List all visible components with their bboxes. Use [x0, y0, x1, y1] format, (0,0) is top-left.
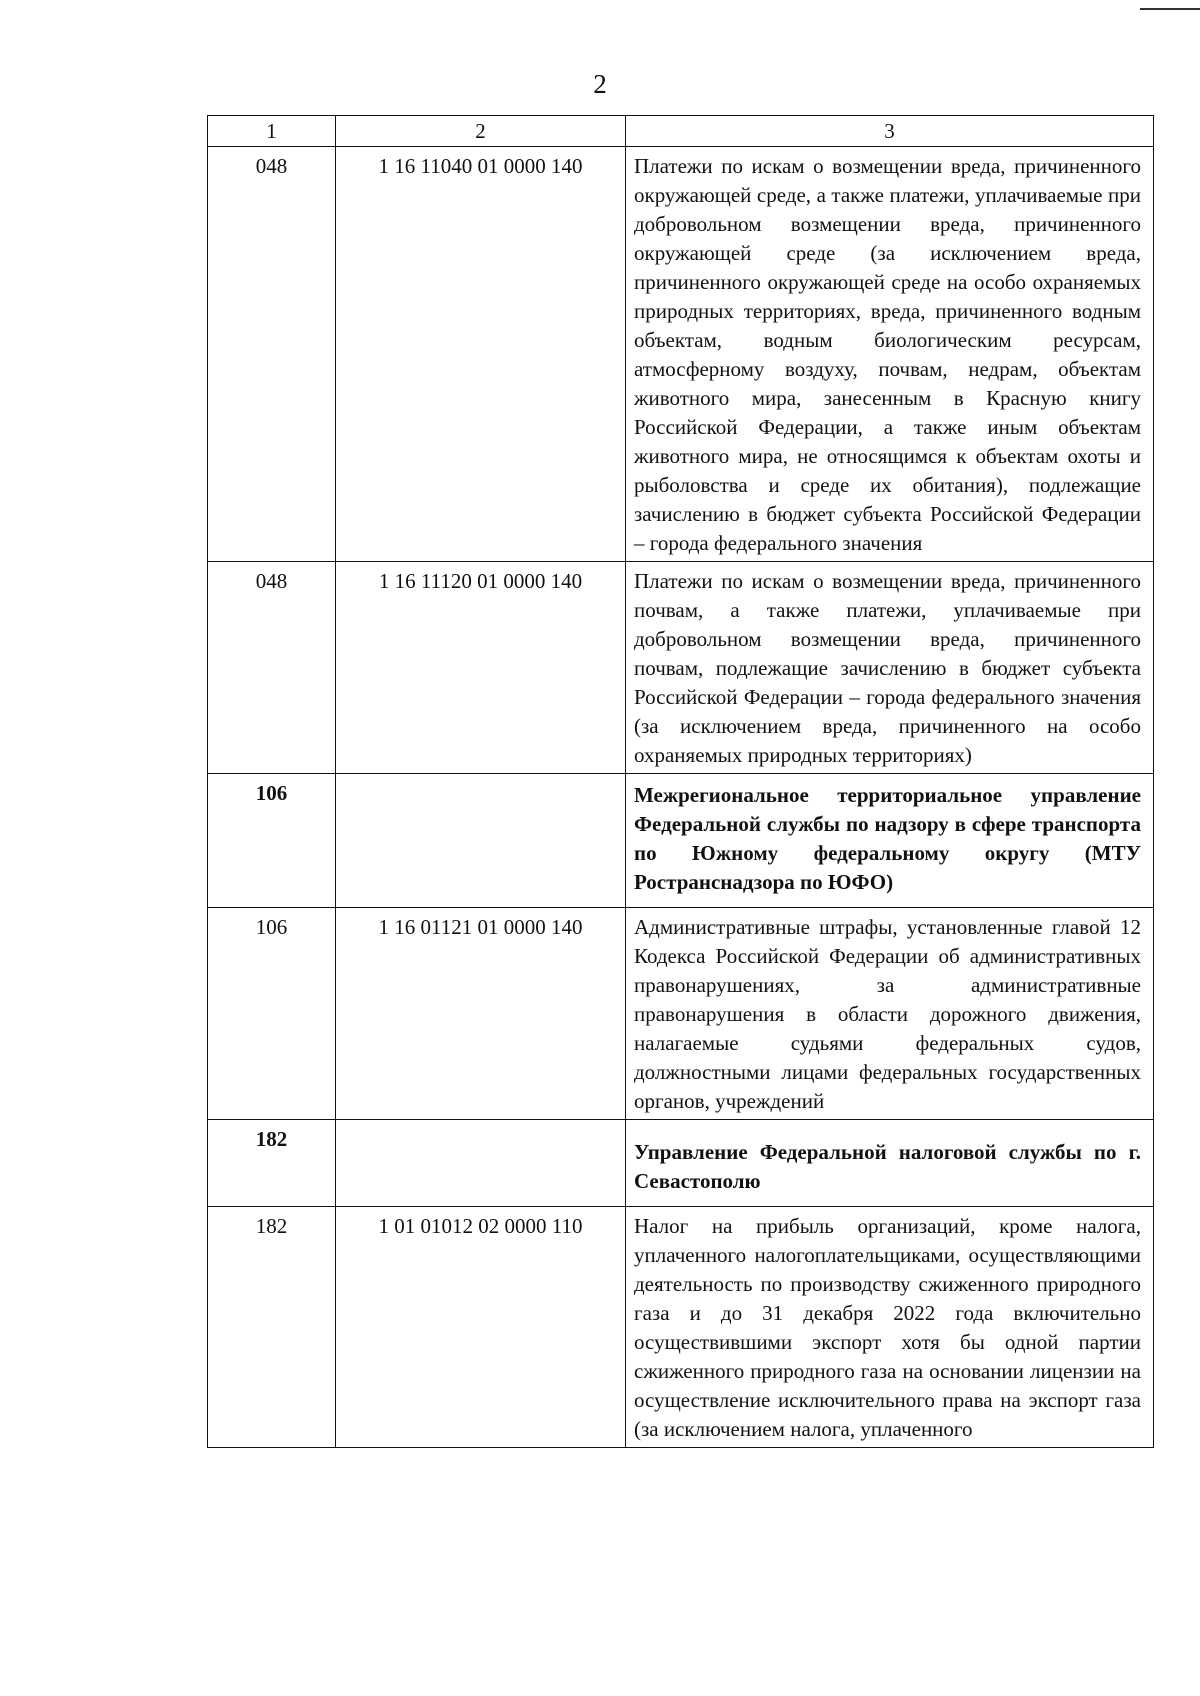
table-row [208, 562, 1154, 774]
budget-classification-code-cell: 1 01 01012 02 0000 110 [336, 1207, 626, 1448]
administrator-name-cell: Управление Федеральной налоговой службы по г. Севастополю [626, 1120, 1154, 1207]
admin-code-cell: 106 [208, 774, 336, 908]
admin-code-cell: 106 [208, 908, 336, 1120]
budget-classification-code-cell [336, 774, 626, 908]
column-header-1: 1 [208, 116, 336, 147]
description-cell: Налог на прибыль организаций, кроме налога, уплаченного налогоплательщиками, осуществляющими деятельность по производству сжиженного природного газа и до 31 декабря 2022 года включительно осуществившими экспорт хотя бы одной партии сжиженного природного газа на основании лицензии на осуществление исключительного права на экспорт газа (за исключением налога, уплаченного [626, 1207, 1154, 1448]
budget-classification-code-cell: 1 16 11040 01 0000 140 [336, 147, 626, 562]
admin-code-cell: 182 [208, 1120, 336, 1207]
budget-classification-code-cell [336, 1120, 626, 1207]
table-row-administrator [208, 774, 1154, 908]
scan-corner-mark [1140, 0, 1200, 10]
description-cell: Административные штрафы, установленные главой 12 Кодекса Российской Федерации об административных правонарушениях, за административные правонарушения в области дорожного движения, налагаемые судьями федеральных судов, должностными лицами федеральных государственных органов, учреждений [626, 908, 1154, 1120]
budget-classification-code-cell: 1 16 11120 01 0000 140 [336, 562, 626, 774]
table-row [208, 908, 1154, 1120]
admin-code-cell: 182 [208, 1207, 336, 1448]
administrator-name-cell: Межрегиональное территориальное управление Федеральной службы по надзору в сфере транспорта по Южному федеральному округу (МТУ Ространснадзора по ЮФО) [626, 774, 1154, 908]
admin-code-cell: 048 [208, 147, 336, 562]
table-header-row [208, 116, 1154, 147]
page-number: 2 [593, 69, 607, 99]
table-row-administrator [208, 1120, 1154, 1207]
description-cell: Платежи по искам о возмещении вреда, причиненного окружающей среде, а также платежи, уплачиваемые при добровольном возмещении вреда, причиненного окружающей среде (за исключением вреда, причиненного окружающей среде на особо охраняемых природных территориях, вреда, причиненного водным объектам, водным биологическим ресурсам, атмосферному воздуху, почвам, недрам, объектам животного мира, занесенным в Красную книгу Российской Федерации, а также иным объектам животного мира, не относящимся к объектам охоты и рыболовства и среде их обитания), подлежащие зачислению в бюджет субъекта Российской Федерации – города федерального значения [626, 147, 1154, 562]
description-cell: Платежи по искам о возмещении вреда, причиненного почвам, а также платежи, уплачиваемые при добровольном возмещении вреда, причиненного почвам, подлежащие зачислению в бюджет субъекта Российской Федерации – города федерального значения (за исключением вреда, причиненного на особо охраняемых природных территориях) [626, 562, 1154, 774]
budget-classification-code-cell: 1 16 01121 01 0000 140 [336, 908, 626, 1120]
budget-codes-table [207, 115, 1154, 1448]
admin-code-cell: 048 [208, 562, 336, 774]
column-header-3: 3 [626, 116, 1154, 147]
table-row [208, 1207, 1154, 1448]
column-header-2: 2 [336, 116, 626, 147]
table-row [208, 147, 1154, 562]
